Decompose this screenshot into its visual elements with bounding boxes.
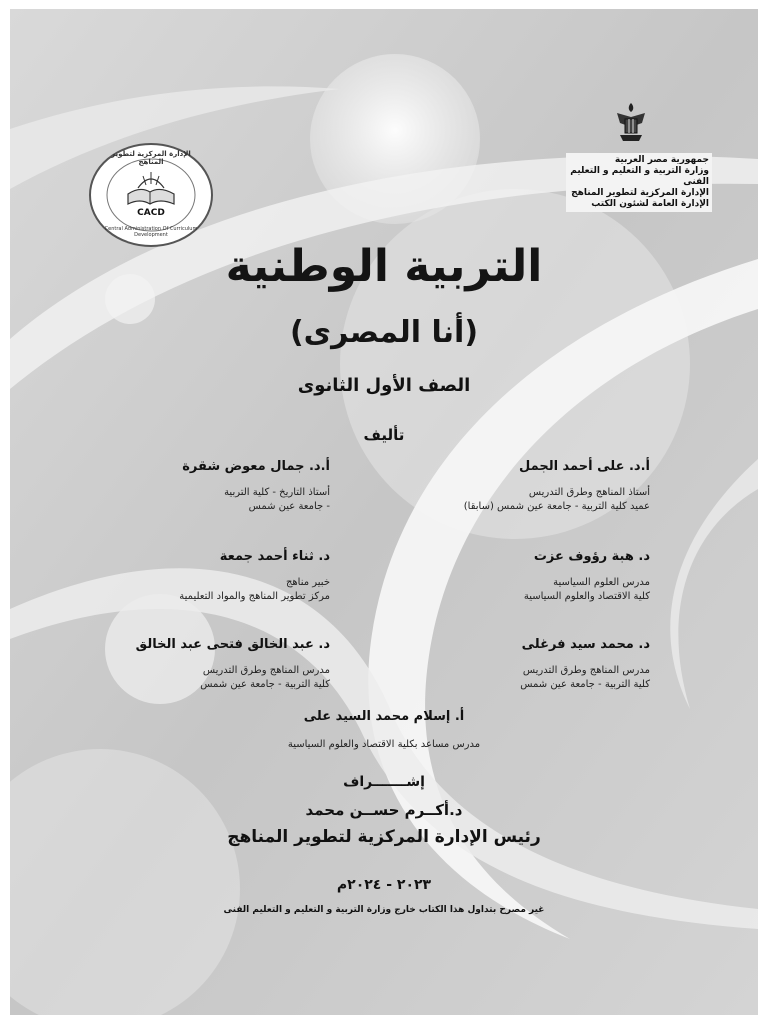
author-affiliation: - جامعة عين شمس [248,501,330,512]
author-7 [184,709,584,752]
author-name: د. محمد سيد فرغلى [521,637,650,652]
cacd-center-text: CACD [137,208,165,218]
author-affiliation: مدرس العلوم السياسية [553,577,650,588]
author-name: أ. إسلام محمد السيد على [303,709,465,724]
author-affiliation: كلية التربية - جامعة عين شمس [520,679,650,690]
author-affiliation: أستاذ المناهج وطرق التدريس [528,487,650,498]
ministry-lines-box [566,153,712,212]
distribution-notice: غير مصرح بتداول هذا الكتاب خارج وزارة التربية و التعليم و التعليم الفنى [223,905,545,915]
author-4 [100,549,330,604]
book-subtitle: (أنا المصرى) [289,315,479,350]
supervision-heading: إشـــــــراف [343,774,425,790]
cacd-bottom-text: Central Administration Of Curriculum Development [104,226,198,238]
ministry-block [558,101,708,213]
ministry-line-2: وزارة التربية و التعليم و التعليم الفنى [570,166,709,187]
supervisor-role: رئيس الإدارة المركزية لتطوير المناهج [227,827,541,847]
ministry-line-3: الإدارة المركزية لتطوير المناهج [571,188,709,198]
author-affiliation: عميد كلية التربية - جامعة عين شمس (سابقا) [463,501,650,512]
author-name: أ.د. على أحمد الجمل [519,459,650,474]
book-cover [10,9,758,1015]
book-title: التربية الوطنية [225,241,543,292]
grade-label: الصف الأول الثانوى [297,375,471,396]
author-6 [100,637,330,692]
authors-heading: تأليف [363,426,405,444]
author-affiliation: خبير مناهج [285,577,330,588]
cacd-arc-text: الإدارة المركزية لتطوير المناهج [111,150,191,166]
author-name: د. عبد الخالق فتحى عبد الخالق [135,637,330,652]
author-affiliation: مدرس المناهج وطرق التدريس [522,665,650,676]
author-affiliation: أستاذ التاريخ - كلية التربية [224,487,330,498]
ministry-line-4: الإدارة العامة لشئون الكتب [591,199,709,209]
author-name: د. هبة رؤوف عزت [533,549,650,564]
author-5 [410,637,650,692]
eagle-emblem-icon [614,101,648,145]
author-affiliation: كلية التربية - جامعة عين شمس [200,679,330,690]
academic-year: ٢٠٢٣ - ٢٠٢٤م [336,877,432,893]
author-affiliation: كلية الاقتصاد والعلوم السياسية [523,591,650,602]
author-1 [410,459,650,514]
author-affiliation: مركز تطوير المناهج والمواد التعليمية [179,591,330,602]
author-name: د. ثناء أحمد جمعة [219,549,330,564]
author-affiliation: مدرس مساعد بكلية الاقتصاد والعلوم السياسية [287,739,481,750]
author-3 [410,549,650,604]
ministry-line-1: جمهورية مصر العربية [614,155,709,165]
author-name: أ.د. جمال معوض شقرة [182,459,330,474]
author-2 [100,459,330,514]
cacd-logo [88,142,214,248]
supervisor-name: د.أكــرم حســن محمد [305,801,463,819]
author-affiliation: مدرس المناهج وطرق التدريس [202,665,330,676]
